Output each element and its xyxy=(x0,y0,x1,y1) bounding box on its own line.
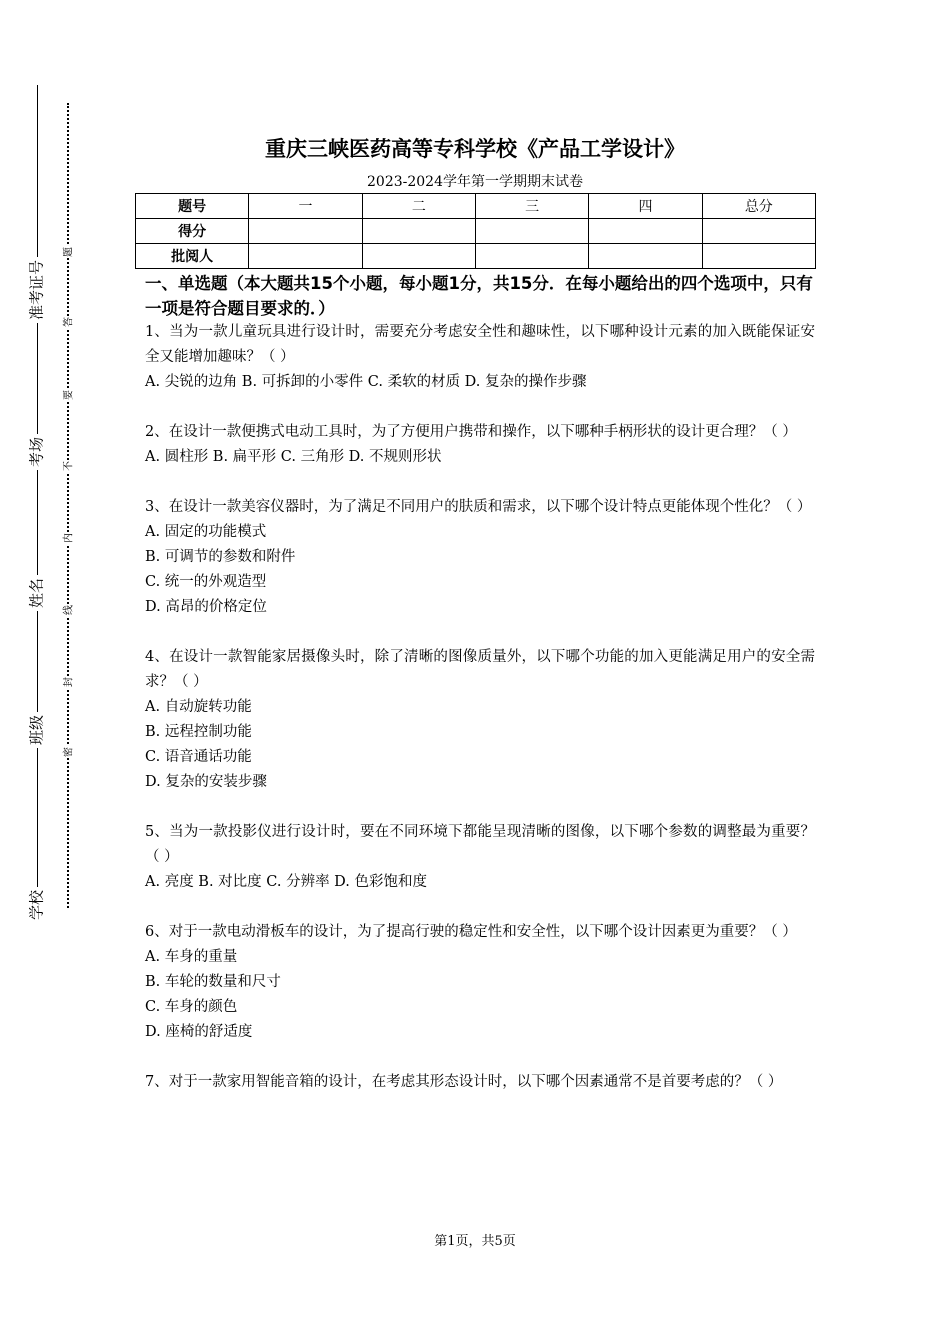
seal-char: 不 xyxy=(60,460,75,472)
table-header-cell: 二 xyxy=(362,194,475,219)
seal-char: 线 xyxy=(60,604,75,616)
exam-id-label: 准考证号 xyxy=(26,257,47,323)
seal-char: 题 xyxy=(60,246,75,258)
question-stem: 5、当为一款投影仪进行设计时，要在不同环境下都能呈现清晰的图像，以下哪个参数的调整最为重要？（ ） xyxy=(145,824,815,865)
option-b: B. 可调节的参数和附件 xyxy=(145,549,296,565)
section-heading: 一、单选题（本大题共15个小题，每小题1分，共15分．在每小题给出的四个选项中，只有一项是符合题目要求的．） xyxy=(145,274,813,318)
question-stem: 6、对于一款电动滑板车的设计，为了提高行驶的稳定性和安全性，以下哪个设计因素更为重要？（ ） xyxy=(145,924,797,940)
score-cell xyxy=(249,219,362,244)
question-item xyxy=(145,820,815,895)
seal-char: 内 xyxy=(60,532,75,544)
question-item xyxy=(145,920,815,1045)
option-a: A. 固定的功能模式 xyxy=(145,524,267,540)
option-d: D. 复杂的安装步骤 xyxy=(145,774,267,790)
grader-cell xyxy=(702,244,815,269)
option-c: C. 统一的外观造型 xyxy=(145,574,267,590)
seal-char: 要 xyxy=(60,389,75,401)
question-stem: 4、在设计一款智能家居摄像头时，除了清晰的图像质量外，以下哪个功能的加入更能满足用户的安全需求？（ ） xyxy=(145,649,815,690)
option-c: C. 语音通话功能 xyxy=(145,749,252,765)
option-d: D. 座椅的舒适度 xyxy=(145,1024,253,1040)
question-stem: 2、在设计一款便携式电动工具时，为了方便用户携带和操作，以下哪种手柄形状的设计更合理？（ ） xyxy=(145,424,797,440)
page-number: 第1页，共5页 xyxy=(434,1234,516,1249)
exam-subtitle: 2023-2024学年第一学期期末试卷 xyxy=(367,174,583,190)
table-header-cell: 一 xyxy=(249,194,362,219)
score-cell xyxy=(702,219,815,244)
exam-title: 重庆三峡医药高等专科学校《产品工学设计》 xyxy=(265,137,685,161)
score-cell xyxy=(589,219,702,244)
score-row xyxy=(136,219,816,244)
exam-room-label: 考场 xyxy=(26,434,47,470)
seal-char: 密 xyxy=(60,746,75,758)
score-row-label: 得分 xyxy=(136,219,249,244)
grader-row-label: 批阅人 xyxy=(136,244,249,269)
grader-cell xyxy=(475,244,588,269)
question-options: A. 尖锐的边角 B. 可拆卸的小零件 C. 柔软的材质 D. 复杂的操作步骤 xyxy=(145,374,587,390)
score-table xyxy=(135,193,816,269)
option-d: D. 高昂的价格定位 xyxy=(145,599,267,615)
question-item xyxy=(145,495,815,620)
question-item xyxy=(145,1070,815,1095)
table-header-cell: 题号 xyxy=(136,194,249,219)
question-stem: 3、在设计一款美容仪器时，为了满足不同用户的肤质和需求，以下哪个设计特点更能体现个性化？（ ） xyxy=(145,499,812,515)
seal-char: 答 xyxy=(60,316,75,328)
option-b: B. 车轮的数量和尺寸 xyxy=(145,974,281,990)
grader-cell xyxy=(249,244,362,269)
grader-cell xyxy=(589,244,702,269)
school-label: 学校 xyxy=(26,887,47,923)
score-table-header-row xyxy=(136,194,816,219)
option-b: B. 远程控制功能 xyxy=(145,724,252,740)
question-item xyxy=(145,420,815,470)
table-header-cell: 四 xyxy=(589,194,702,219)
question-options: A. 亮度 B. 对比度 C. 分辨率 D. 色彩饱和度 xyxy=(145,874,428,890)
option-c: C. 车身的颜色 xyxy=(145,999,238,1015)
grader-row xyxy=(136,244,816,269)
seal-char: 封 xyxy=(60,676,75,688)
table-header-cell: 总分 xyxy=(702,194,815,219)
question-item xyxy=(145,645,815,795)
binding-line xyxy=(37,85,38,915)
question-item xyxy=(145,320,815,395)
question-options: A. 圆柱形 B. 扁平形 C. 三角形 D. 不规则形状 xyxy=(145,449,442,465)
question-stem: 7、对于一款家用智能音箱的设计，在考虑其形态设计时，以下哪个因素通常不是首要考虑的？（ ） xyxy=(145,1074,783,1090)
question-list xyxy=(145,320,815,1120)
question-stem: 1、当为一款儿童玩具进行设计时，需要充分考虑安全性和趣味性，以下哪种设计元素的加入既能保证安全又能增加趣味？（ ） xyxy=(145,324,815,365)
name-label: 姓名 xyxy=(26,575,47,611)
option-a: A. 自动旋转功能 xyxy=(145,699,252,715)
score-cell xyxy=(362,219,475,244)
table-header-cell: 三 xyxy=(475,194,588,219)
score-cell xyxy=(475,219,588,244)
class-label: 班级 xyxy=(26,712,47,748)
seal-dotted-line xyxy=(67,103,69,908)
option-a: A. 车身的重量 xyxy=(145,949,238,965)
grader-cell xyxy=(362,244,475,269)
